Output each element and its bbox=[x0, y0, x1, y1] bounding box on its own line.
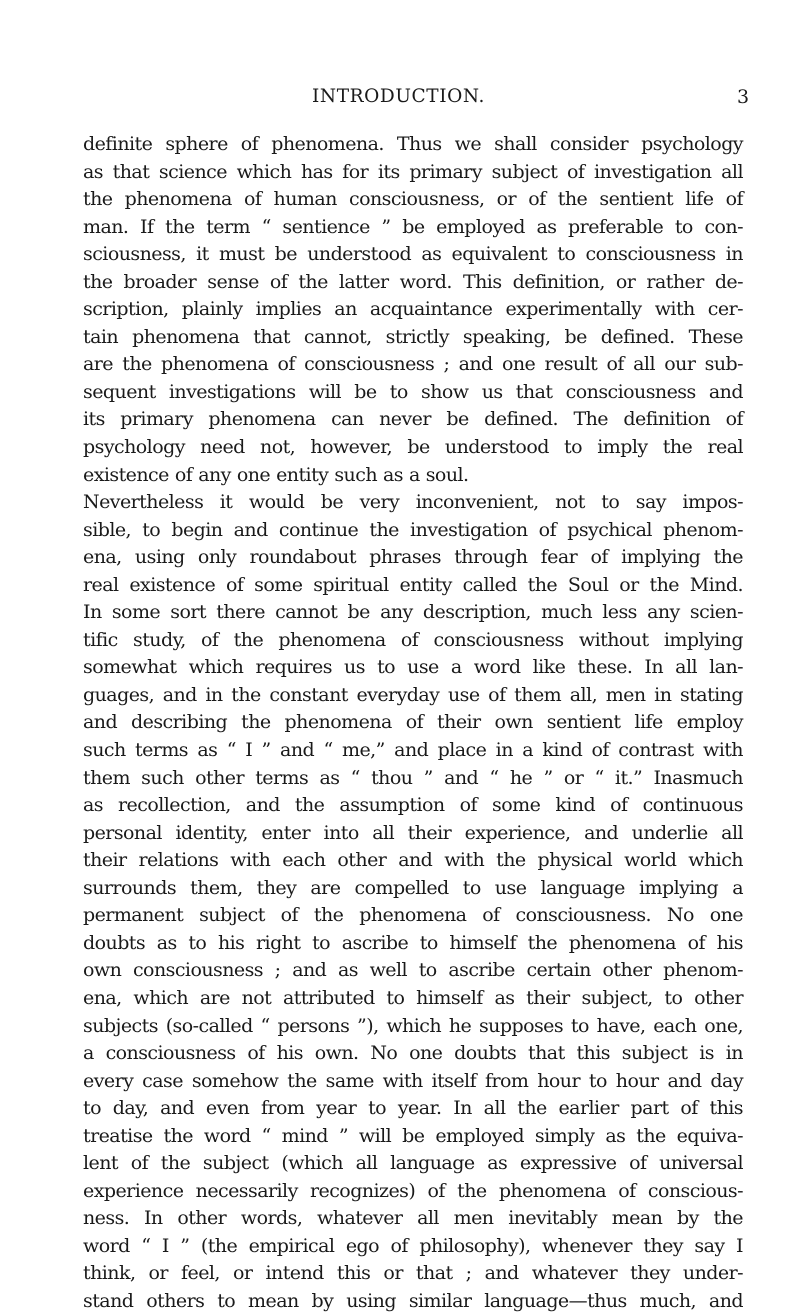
text-line: are the phenomena of consciousness ; and one result of all our sub- bbox=[83, 353, 743, 376]
text-line: psychology need not, however, be understood to imply the real bbox=[83, 436, 743, 459]
text-line: lent of the subject (which all language as expressive of universal bbox=[83, 1152, 743, 1175]
page-number: 3 bbox=[737, 86, 750, 108]
text-line: sible, to begin and continue the investigation of psychical phenom- bbox=[83, 518, 743, 541]
text-line: treatise the word “ mind ” will be employed simply as the equiva- bbox=[83, 1124, 743, 1147]
text-line: definite sphere of phenomena. Thus we shall consider psychology bbox=[83, 133, 743, 155]
text-line: every case somehow the same with itself from hour to hour and day bbox=[83, 1069, 743, 1092]
text-line: sciousness, it must be understood as equivalent to consciousness in bbox=[83, 243, 743, 266]
text-line: man. If the term “ sentience ” be employed as preferable to con- bbox=[83, 215, 743, 238]
running-header bbox=[0, 86, 801, 110]
text-line: In some sort there cannot be any description, much less any scien- bbox=[83, 601, 743, 624]
text-line: subjects (so-called “ persons ”), which he supposes to have, each one, bbox=[83, 1014, 743, 1037]
text-line: them such other terms as “ thou ” and “ he ” or “ it.” Inasmuch bbox=[83, 766, 743, 789]
text-line: think, or feel, or intend this or that ; and whatever they under- bbox=[83, 1262, 743, 1285]
text-line: doubts as to his right to ascribe to himself the phenomena of his bbox=[83, 931, 743, 954]
body-text bbox=[83, 131, 743, 1316]
text-line: own consciousness ; and as well to ascribe certain other phenom- bbox=[83, 959, 743, 982]
text-line: guages, and in the constant everyday use of them all, men in stating bbox=[83, 683, 743, 706]
text-line: personal identity, enter into all their experience, and underlie all bbox=[83, 821, 743, 844]
text-line: ness. In other words, whatever all men inevitably mean by the bbox=[83, 1207, 743, 1230]
text-line: a consciousness of his own. No one doubts that this subject is in bbox=[83, 1042, 743, 1065]
text-line: as that science which has for its primary subject of investigation all bbox=[83, 160, 743, 183]
text-line: the phenomena of human consciousness, or of the sentient life of bbox=[83, 188, 743, 211]
text-line: scription, plainly implies an acquaintance experimentally with cer- bbox=[83, 298, 743, 321]
text-line: ena, which are not attributed to himself as their subject, to other bbox=[83, 986, 743, 1009]
text-line: experience necessarily recognizes) of the phenomena of conscious- bbox=[83, 1179, 743, 1202]
text-line: somewhat which requires us to use a word like these. In all lan- bbox=[83, 656, 743, 679]
text-line: stand others to mean by using similar language—thus much, and bbox=[83, 1289, 743, 1312]
text-line: permanent subject of the phenomena of consciousness. No one bbox=[83, 904, 743, 927]
text-line: its primary phenomena can never be defined. The definition of bbox=[83, 408, 743, 431]
text-line: word “ I ” (the empirical ego of philosophy), whenever they say I bbox=[83, 1234, 743, 1257]
text-line: as recollection, and the assumption of some kind of continuous bbox=[83, 794, 743, 817]
text-line: and describing the phenomena of their own sentient life employ bbox=[83, 711, 743, 734]
chapter-heading: INTRODUCTION. bbox=[312, 86, 486, 107]
text-line: sequent investigations will be to show us that consciousness and bbox=[83, 380, 743, 403]
text-line: existence of any one entity such as a soul. bbox=[83, 463, 469, 486]
text-line: real existence of some spiritual entity called the Soul or the Mind. bbox=[83, 573, 743, 596]
text-line: ena, using only roundabout phrases through fear of implying the bbox=[83, 546, 743, 569]
text-line: surrounds them, they are compelled to use language implying a bbox=[83, 876, 743, 899]
text-line: tain phenomena that cannot, strictly speaking, be defined. These bbox=[83, 325, 743, 348]
text-line: the broader sense of the latter word. This definition, or rather de- bbox=[83, 270, 743, 293]
text-line: such terms as “ I ” and “ me,” and place in a kind of contrast with bbox=[83, 739, 743, 762]
text-line: Nevertheless it would be very inconvenient, not to say impos- bbox=[83, 491, 743, 514]
text-line: their relations with each other and with the physical world which bbox=[83, 849, 743, 872]
text-line: tific study, of the phenomena of consciousness without implying bbox=[83, 628, 743, 651]
text-line: to day, and even from year to year. In all the earlier part of this bbox=[83, 1097, 743, 1120]
